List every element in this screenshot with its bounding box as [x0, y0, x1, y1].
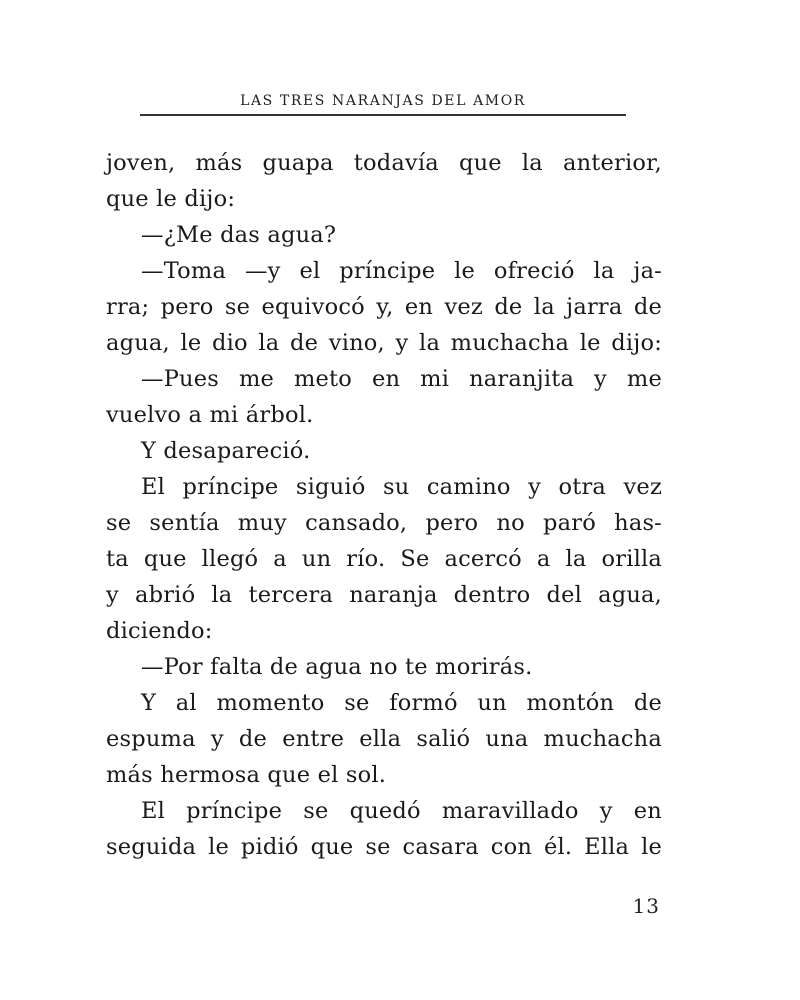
text-line: diciendo:	[106, 618, 213, 644]
running-head-title: LAS TRES NARANJAS DEL AMOR	[240, 93, 526, 109]
text-line: El príncipe siguió su camino y otra vez	[141, 474, 662, 500]
text-line: —¿Me das agua?	[141, 222, 337, 248]
text-line: espuma y de entre ella salió una muchacha	[106, 726, 662, 752]
text-line: más hermosa que el sol.	[106, 762, 387, 788]
text-line: vuelvo a mi árbol.	[106, 402, 314, 428]
text-line: rra; pero se equivocó y, en vez de la jarra de	[106, 294, 662, 320]
text-line: El príncipe se quedó maravillado y en	[141, 798, 662, 824]
page-body	[106, 145, 662, 865]
text-line: y abrió la tercera naranja dentro del agua,	[106, 582, 662, 608]
text-line: Y al momento se formó un montón de	[141, 690, 662, 716]
text-line: seguida le pidió que se casara con él. Ella le	[106, 834, 662, 860]
text-line: que le dijo:	[106, 186, 236, 212]
text-line: —Por falta de agua no te morirás.	[141, 654, 533, 680]
text-line: —Pues me meto en mi naranjita y me	[141, 366, 662, 392]
text-line: Y desapareció.	[141, 438, 311, 464]
page-number: 13	[632, 894, 660, 918]
text-line: agua, le dio la de vino, y la muchacha le dijo:	[106, 330, 662, 356]
text-line: —Toma —y el príncipe le ofreció la ja-	[141, 258, 662, 284]
text-line: joven, más guapa todavía que la anterior,	[106, 150, 662, 176]
text-line: ta que llegó a un río. Se acercó a la orilla	[106, 546, 662, 572]
text-line: se sentía muy cansado, pero no paró has-	[106, 510, 662, 536]
header-rule	[140, 114, 626, 116]
